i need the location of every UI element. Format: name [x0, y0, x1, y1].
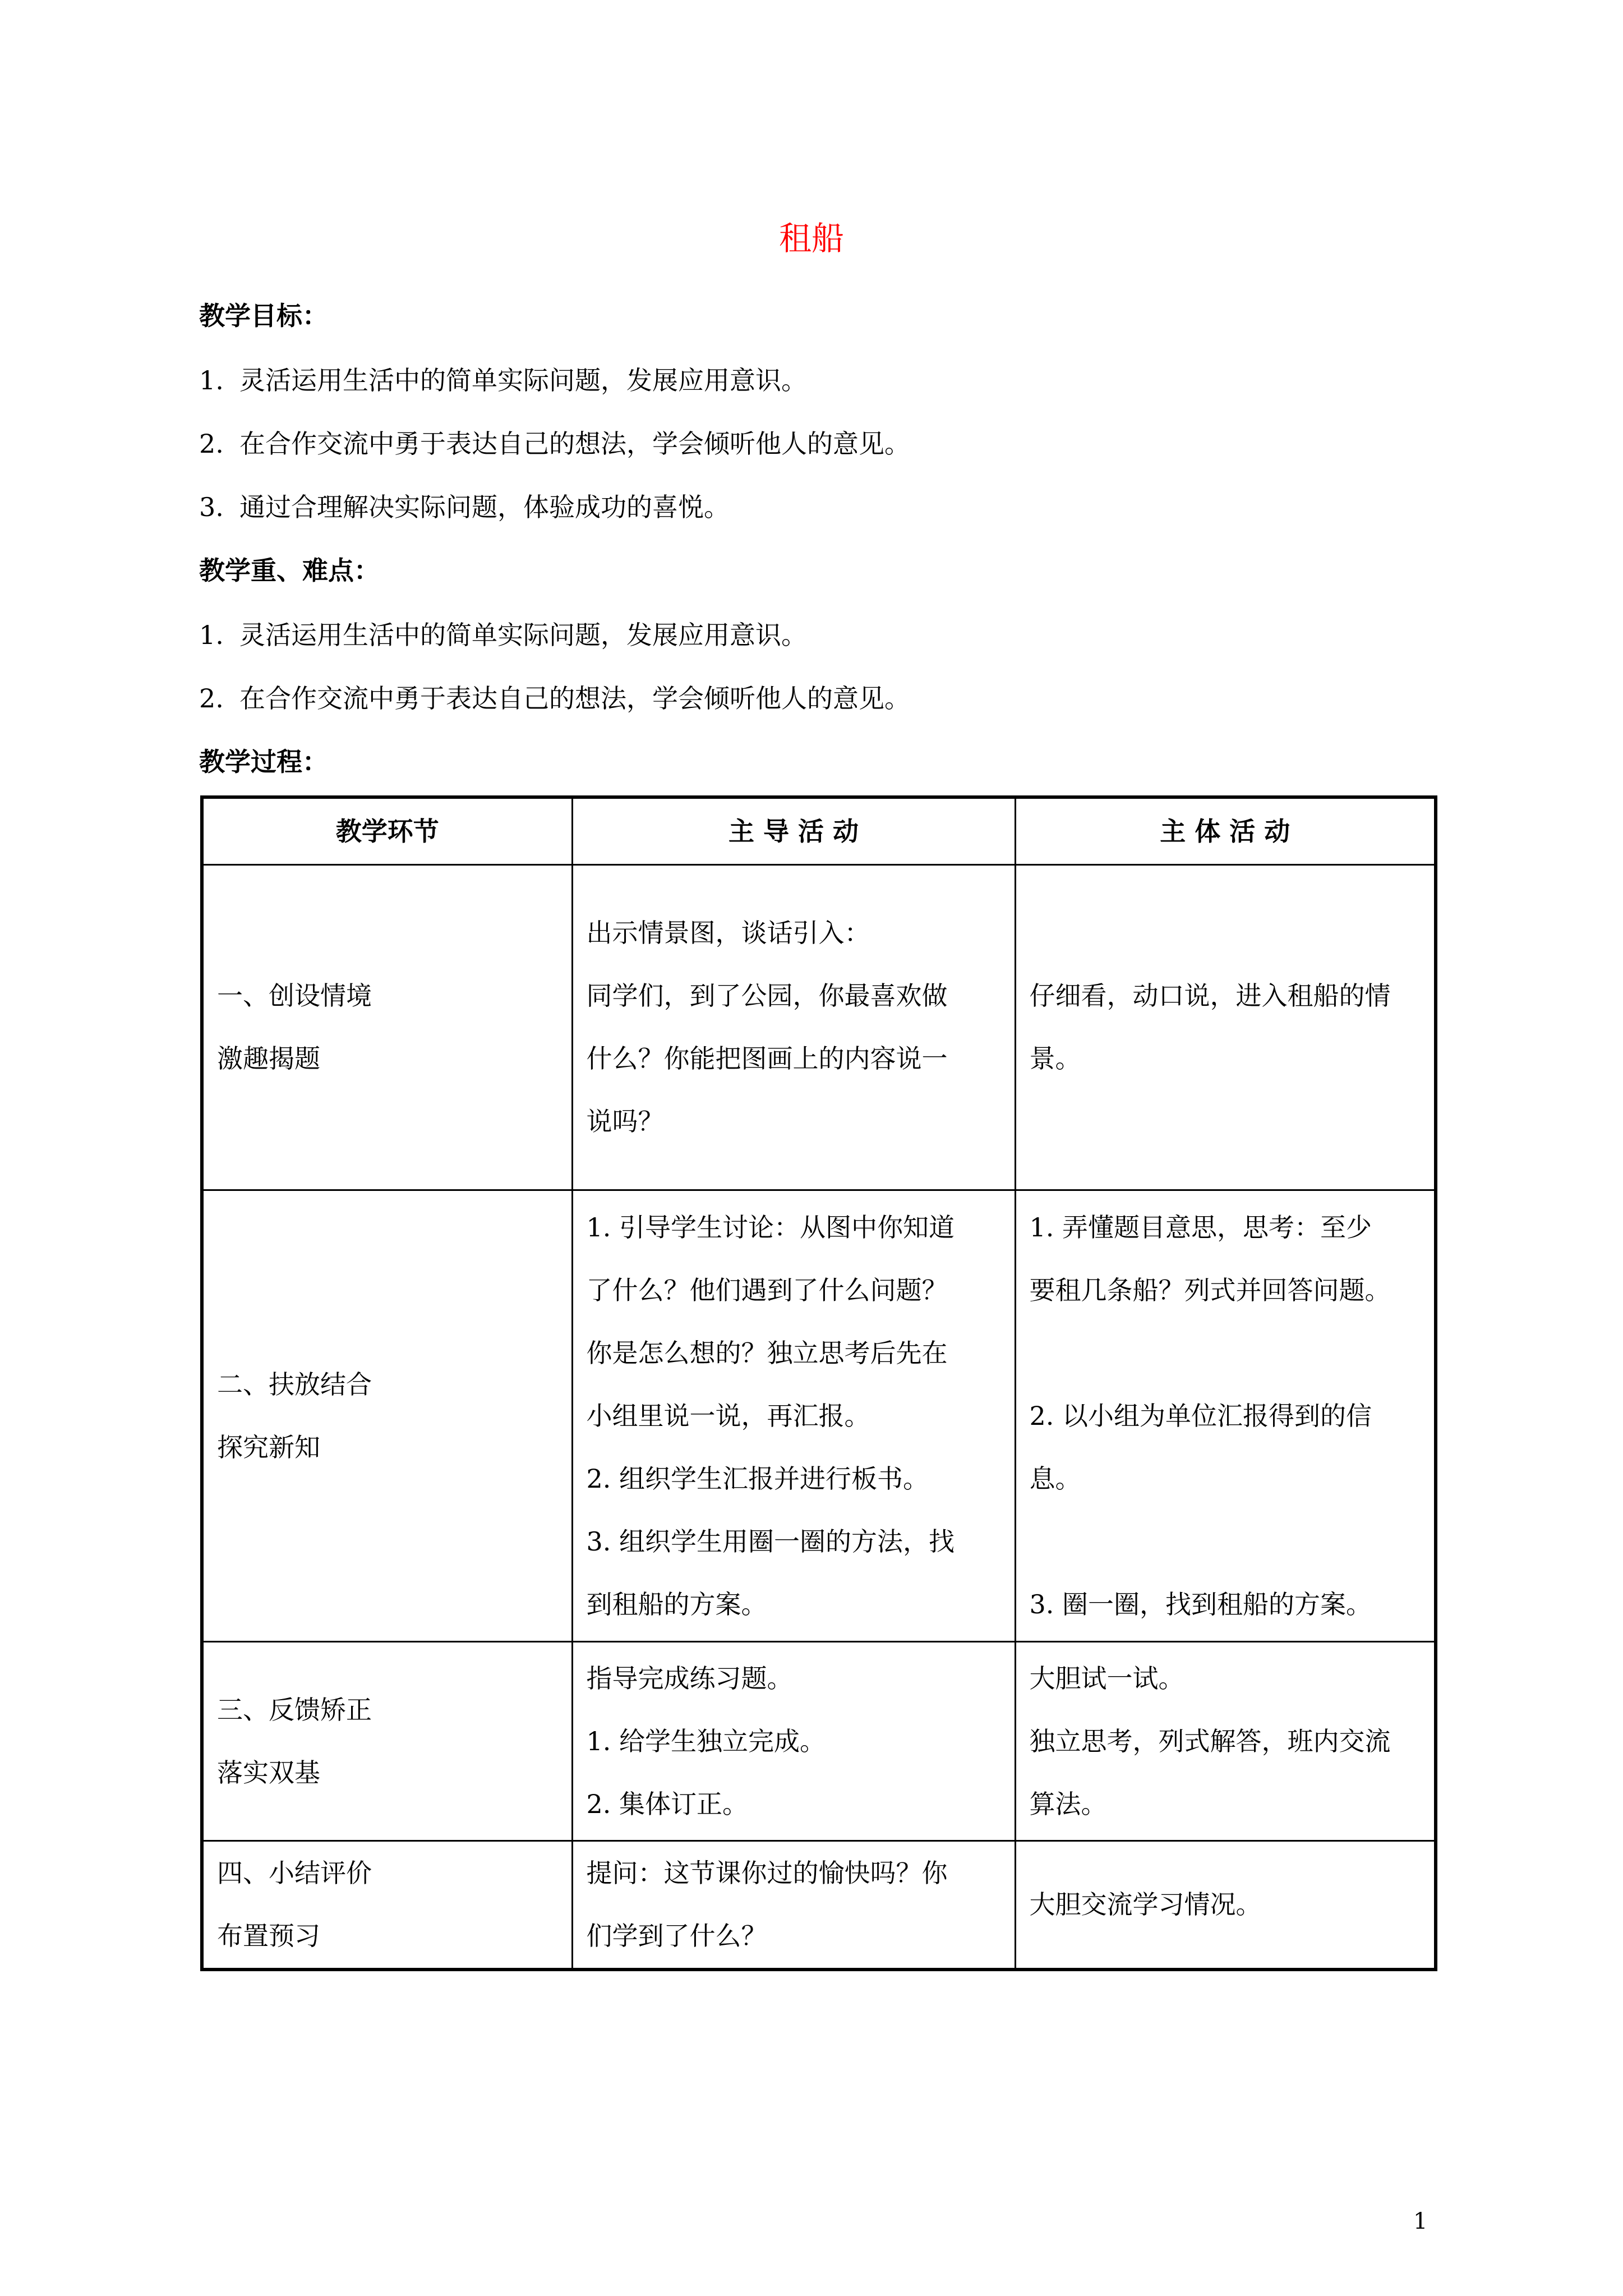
cell-line: 1. 引导学生讨论：从图中你知道: [586, 1212, 955, 1243]
cell-line: 2. 集体订正。: [586, 1788, 749, 1819]
cell-line: 小组里说一说，再汇报。: [586, 1400, 870, 1431]
cell-line: 什么？你能把图画上的内容说一: [586, 1043, 948, 1074]
student-activity-cell: [1015, 1641, 1436, 1841]
blank-line: [1030, 1322, 1421, 1384]
cell-line: 指导完成练习题。: [586, 1663, 793, 1694]
lead-activity-cell: [572, 864, 1015, 1190]
cell-line: 2. 组织学生汇报并进行板书。: [586, 1463, 929, 1494]
blank-line: [1030, 1510, 1421, 1573]
cell-line: 你是怎么想的？独立思考后先在: [586, 1337, 948, 1368]
stage-line: 一、创设情境: [217, 981, 372, 1011]
cell-line: 到租船的方案。: [586, 1589, 767, 1619]
stage-cell: [202, 1641, 572, 1841]
cell-line: 仔细看，动口说，进入租船的情: [1029, 981, 1391, 1011]
cell-line: 景。: [1029, 1043, 1081, 1074]
cell-line: 3. 组织学生用圈一圈的方法，找: [586, 1526, 955, 1557]
document-title: 租船: [778, 219, 844, 257]
lead-activity-cell: [572, 1641, 1015, 1841]
item-number: 1.: [199, 365, 224, 395]
objective-item: [199, 425, 910, 462]
header-cell-lead-activity: 主 导 活 动: [572, 797, 1015, 864]
item-number: 3.: [199, 492, 224, 522]
cell-line: 同学们，到了公园，你最喜欢做: [586, 981, 948, 1011]
stage-line: 三、反馈矫正: [217, 1694, 372, 1725]
item-text: 在合作交流中勇于表达自己的想法，学会倾听他人的意见。: [239, 429, 910, 459]
page-number: 1: [1413, 2208, 1428, 2234]
key-points-heading: 教学重、难点：: [199, 555, 380, 586]
cell-line: 3. 圈一圈，找到租船的方案。: [1029, 1589, 1372, 1619]
stage-line: 布置预习: [217, 1921, 320, 1952]
cell-line: 1. 弄懂题目意思，思考：至少: [1029, 1212, 1372, 1243]
item-text: 在合作交流中勇于表达自己的想法，学会倾听他人的意见。: [239, 683, 910, 714]
cell-line: 独立思考，列式解答，班内交流: [1029, 1726, 1391, 1756]
cell-line: 1. 给学生独立完成。: [586, 1726, 826, 1756]
stage-line: 落实双基: [217, 1757, 320, 1788]
objective-item: [199, 362, 807, 399]
cell-line: 要租几条船？列式并回答问题。: [1029, 1274, 1391, 1305]
student-activity-cell: [1015, 1190, 1436, 1641]
header-cell-student-activity: 主 体 活 动: [1015, 797, 1436, 864]
cell-line: 了什么？他们遇到了什么问题？: [586, 1274, 948, 1305]
cell-line: 算法。: [1029, 1788, 1107, 1819]
stage-line: 二、扶放结合: [217, 1369, 372, 1400]
process-heading: 教学过程：: [199, 747, 328, 777]
cell-line: 大胆交流学习情况。: [1029, 1889, 1262, 1920]
cell-line: 提问：这节课你过的愉快吗？你: [586, 1858, 948, 1889]
key-point-item: [199, 680, 910, 717]
item-number: 2.: [199, 429, 224, 459]
cell-line: 息。: [1029, 1463, 1081, 1494]
cell-line: 说吗？: [586, 1106, 664, 1137]
item-text: 灵活运用生活中的简单实际问题，发展应用意识。: [239, 620, 807, 650]
lead-activity-cell: [572, 1841, 1015, 1970]
stage-line: 探究新知: [217, 1432, 320, 1462]
item-number: 2.: [199, 683, 224, 714]
table-row: [202, 1190, 1436, 1641]
stage-cell: [202, 1841, 572, 1970]
stage-line: 四、小结评价: [217, 1858, 372, 1889]
cell-line: 出示情景图，谈话引入：: [586, 918, 870, 948]
key-point-item: [199, 616, 807, 654]
cell-line: 大胆试一试。: [1029, 1663, 1184, 1694]
stage-line: 激趣揭题: [217, 1043, 320, 1074]
table-row: [202, 1641, 1436, 1841]
lead-activity-cell: [572, 1190, 1015, 1641]
stage-cell: [202, 864, 572, 1190]
table-header-row: [202, 797, 1436, 864]
teaching-process-table: [200, 795, 1437, 1971]
item-number: 1.: [199, 620, 224, 650]
student-activity-cell: [1015, 1841, 1436, 1970]
student-activity-cell: [1015, 864, 1436, 1190]
table-row: [202, 864, 1436, 1190]
objective-item: [199, 489, 730, 526]
cell-line: 们学到了什么？: [586, 1921, 767, 1952]
header-cell-stage: 教学环节: [202, 797, 572, 864]
objectives-heading: 教学目标：: [199, 301, 328, 331]
cell-line: 2. 以小组为单位汇报得到的信: [1029, 1400, 1372, 1431]
table-row: [202, 1841, 1436, 1970]
item-text: 通过合理解决实际问题，体验成功的喜悦。: [239, 492, 730, 522]
item-text: 灵活运用生活中的简单实际问题，发展应用意识。: [239, 365, 807, 395]
stage-cell: [202, 1190, 572, 1641]
